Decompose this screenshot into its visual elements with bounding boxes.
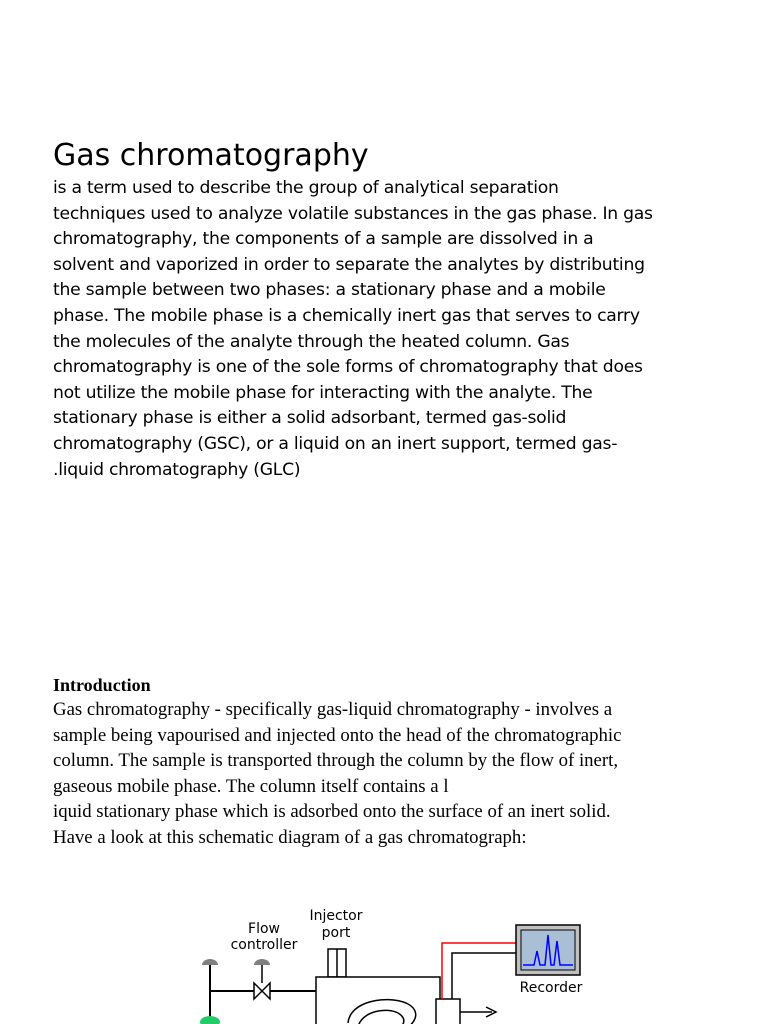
intro-line: chromatography (GSC), or a liquid on an inert support, termed gas-	[53, 433, 618, 454]
intro-line: phase. The mobile phase is a chemically inert gas that serves to carry	[53, 305, 640, 326]
recorder-label: Recorder	[519, 980, 583, 996]
intro-line: techniques used to analyze volatile substances in the gas phase. In gas	[53, 203, 653, 224]
body-line: gaseous mobile phase. The column itself contains a l	[53, 775, 449, 797]
body-line: iquid stationary phase which is adsorbed onto the surface of an inert solid.	[53, 801, 611, 823]
signal-wire-return	[452, 953, 518, 999]
intro-line: chromatography is one of the sole forms of chromatography that does	[53, 357, 643, 378]
intro-line: the sample between two phases: a stationary phase and a mobile	[53, 280, 606, 301]
intro-line: solvent and vaporized in order to separate the analytes by distributing	[53, 254, 645, 275]
intro-paragraph	[53, 176, 653, 483]
gas-cylinder-icon	[200, 1016, 220, 1024]
intro-line: .liquid chromatography (GLC)	[53, 459, 301, 480]
intro-line: the molecules of the analyte through the heated column. Gas	[53, 331, 570, 352]
gas-valve-icon	[202, 959, 218, 965]
detector-icon	[436, 999, 460, 1024]
injector-port-label-line-2: port	[321, 925, 351, 941]
body-line: Gas chromatography - specifically gas-liquid chromatography - involves a	[53, 699, 613, 720]
signal-wire	[442, 943, 518, 999]
body-line: Have a look at this schematic diagram of a gas chromatograph:	[53, 826, 527, 848]
body-line: column. The sample is transported through the column by the flow of inert,	[53, 750, 619, 772]
body-paragraph	[53, 697, 621, 851]
flow-controller-label-line-2: controller	[230, 937, 298, 953]
intro-line: not utilize the mobile phase for interacting with the analyte. The	[53, 382, 593, 403]
section-heading: Introduction	[53, 675, 151, 695]
page-title: Gas chromatography	[53, 138, 369, 173]
flow-controller-label-line-1: Flow	[248, 921, 280, 937]
gas-chromatograph-diagram	[180, 895, 600, 1024]
body-line: sample being vapourised and injected onto the head of the chromatographic	[53, 724, 622, 746]
flow-controller-valve-icon	[254, 959, 270, 965]
diagram-svg	[180, 895, 600, 1024]
intro-line: is a term used to describe the group of analytical separation	[53, 178, 559, 198]
injector-port-label-line-1: Injector	[309, 908, 363, 924]
needle-valve-icon	[254, 983, 270, 999]
intro-line: stationary phase is either a solid adsorbant, termed gas-solid	[53, 408, 567, 429]
intro-line: chromatography, the components of a sample are dissolved in a	[53, 229, 594, 250]
